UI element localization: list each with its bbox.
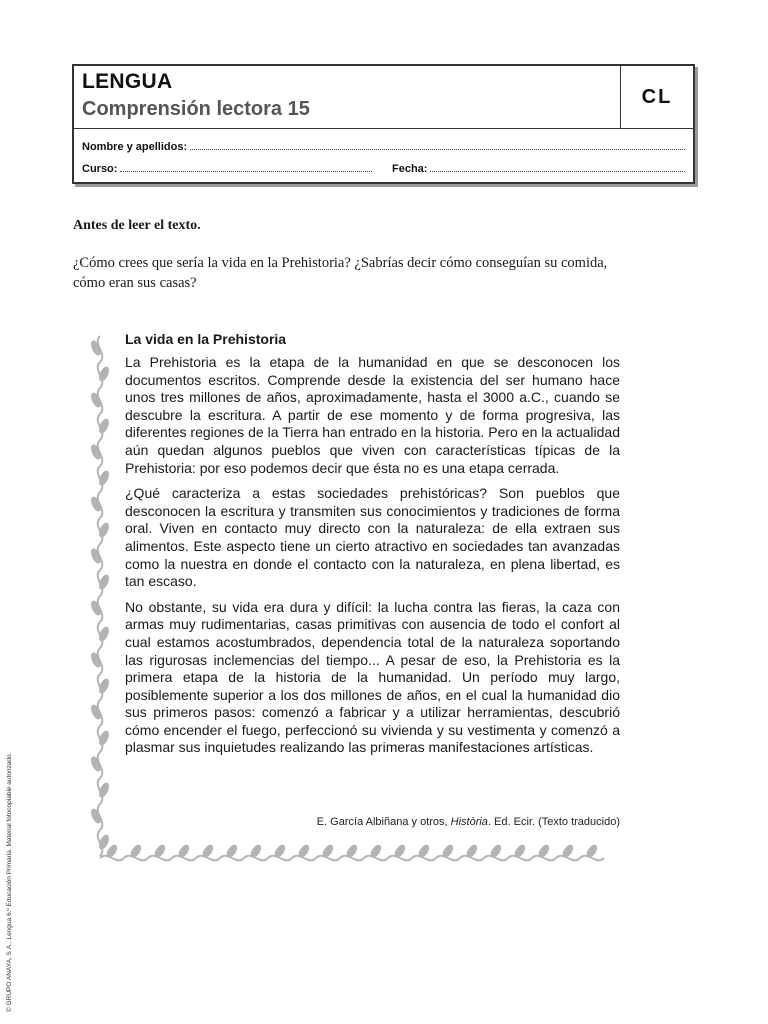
name-label: Nombre y apellidos: — [82, 141, 188, 153]
citation-publisher: . Ed. Ecir. (Texto traducido) — [487, 816, 620, 828]
course-field[interactable] — [82, 162, 372, 175]
level-badge: CL — [620, 66, 693, 128]
pre-reading-question: ¿Cómo crees que sería la vida en la Prehistoria? ¿Sabrías decir cómo conseguían su comida, cómo eran sus casas? — [73, 255, 608, 291]
worksheet-header — [72, 64, 695, 184]
header-title-area — [74, 66, 693, 129]
name-field[interactable] — [82, 140, 685, 153]
reading-passage — [125, 330, 620, 765]
reading-paragraph-1: La Prehistoria es la etapa de la humanidad en que se desconocen los documentos escritos. Comprende desde la existencia del ser humano hace unos tres millones de años, aproximadamente, hasta el 3000 a.C., cuando se descubre la escritura. A partir de ese momento y de forma progresiva, las diferentes regiones de la Tierra han entrado en la historia. Pero en la actualidad aún quedan algunos pueblos que viven con características típicas de la Prehistoria: por eso podemos decir que ésta no es una etapa cerrada. — [125, 354, 620, 476]
citation-author: E. García Albiñana y otros, — [316, 816, 451, 828]
date-input-line[interactable] — [430, 162, 685, 172]
name-input-line[interactable] — [190, 140, 685, 150]
reading-paragraph-2: ¿Qué caracteriza a estas sociedades prehistóricas? Son pueblos que desconocen la escritura y transmiten sus conocimientos y tradiciones de forma oral. Viven en contacto muy directo con la naturaleza: de ella extraen sus alimentos. Este aspecto tiene un cierto atractivo en sociedades tan avanzadas como la nuestra en donde el contacto con la naturaleza, en plena libertad, es tan escaso. — [125, 485, 620, 590]
reading-title: La vida en la Prehistoria — [125, 331, 287, 347]
worksheet-subtitle: Comprensión lectora 15 — [82, 98, 310, 120]
pre-reading-title: Antes de leer el texto. — [73, 218, 201, 233]
citation-work: Història — [450, 816, 488, 828]
course-label: Curso: — [82, 163, 118, 175]
reading-paragraph-3: No obstante, su vida era dura y difícil: la lucha contra las fieras, la caza con armas muy rudimentarias, casas primitivas con ausencia de todo el confort al cual estamos acostumbrados, dependencia total de la naturaleza soportando las rigurosas inclemencias del tiempo... A pesar de eso, la Prehistoria es la primera etapa de la historia de la humanidad. Un período muy largo, posiblemente superior a los dos millones de años, en el cual la humanidad dio sus primeros pasos: comenzó a fabricar y a utilizar herramientas, descubrió cómo encender el fuego, perfeccionó su vivienda y su vestimenta y comenzó a plasmar sus inquietudes realizando las primeras manifestaciones artísticas. — [125, 598, 620, 756]
subject-title: LENGUA — [82, 70, 173, 93]
copyright-notice: © GRUPO ANAYA, S.A., Lengua 6.º Educación Primaria. Material fotocopiable autorizado. — [6, 752, 13, 1012]
course-input-line[interactable] — [120, 162, 372, 172]
date-label: Fecha: — [392, 163, 428, 175]
date-field[interactable] — [392, 162, 685, 175]
source-citation — [125, 816, 620, 828]
